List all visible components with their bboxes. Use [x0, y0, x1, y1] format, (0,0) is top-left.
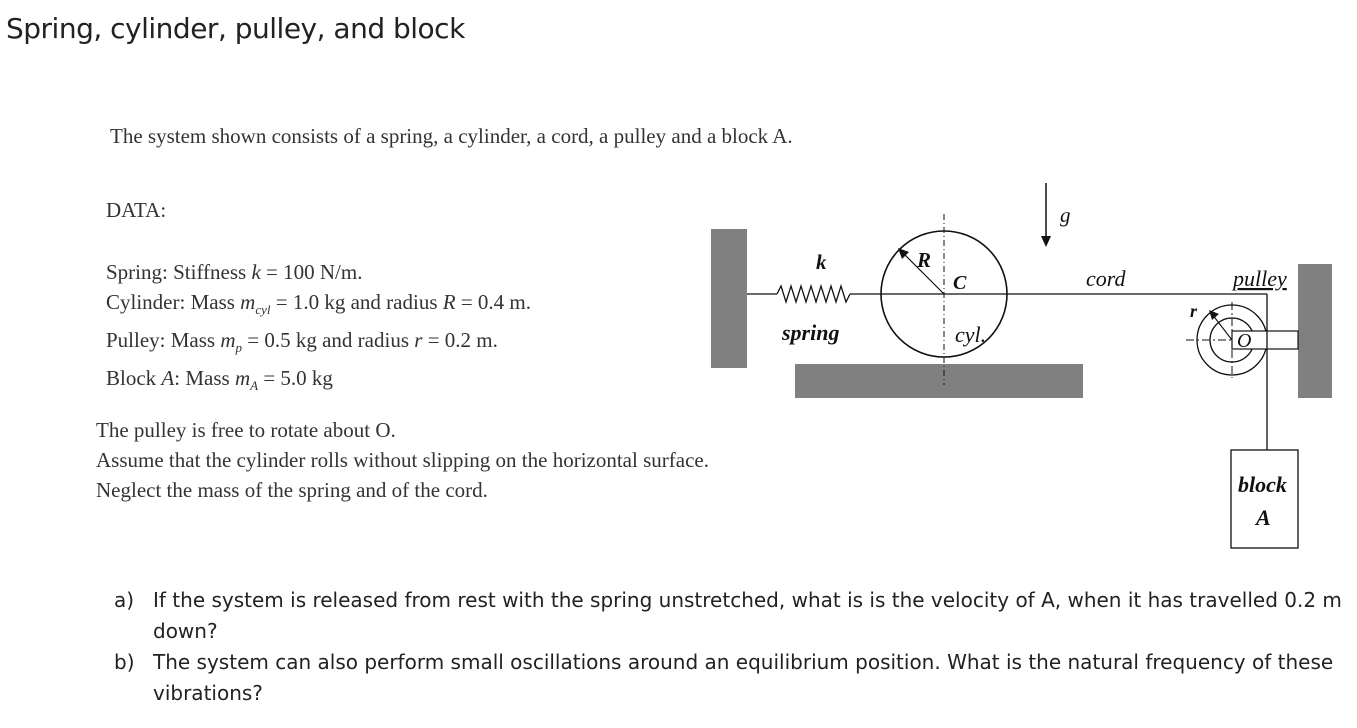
spring-eq: = — [260, 260, 284, 284]
pulley-value: 0.5 kg and radius — [264, 328, 410, 353]
block-label2: : Mass — [174, 366, 230, 391]
question-a-label: a) — [114, 588, 135, 612]
block-label: Block — [106, 366, 157, 391]
cylinder-mass-symbol: m — [240, 290, 256, 314]
pulley-radius-value: 0.2 m. — [444, 328, 498, 353]
label-O: O — [1237, 330, 1252, 352]
question-a — [114, 585, 1349, 647]
cylinder-radius-symbol: R — [442, 290, 456, 314]
floor — [795, 364, 1083, 398]
pulley-label: Pulley: Mass — [106, 328, 216, 353]
note-rolling: Assume that the cylinder rolls without slipping on the horizontal surface. — [96, 448, 709, 472]
label-k: k — [816, 250, 827, 274]
left-wall — [711, 229, 747, 368]
label-spring: spring — [782, 320, 840, 345]
question-b-text: The system can also perform small oscillations around an equilibrium position. What is the natural frequency of these vibrations? — [153, 650, 1334, 705]
cylinder-eq2: = — [455, 290, 478, 314]
gravity-arrowhead — [1041, 236, 1051, 247]
block-a — [1231, 450, 1298, 548]
block-mass-symbol: m — [234, 366, 251, 391]
block-value: 5.0 kg — [280, 366, 333, 391]
spring-symbol: k — [251, 260, 261, 284]
pulley-eq: = — [242, 328, 265, 353]
cylinder-radius-value: 0.4 m. — [477, 290, 532, 314]
cylinder-value: 1.0 kg and radius — [292, 290, 438, 314]
label-pulley: pulley — [1233, 266, 1287, 291]
label-A: A — [1256, 505, 1271, 530]
cylinder-eq: = — [270, 290, 293, 314]
question-b — [114, 647, 1349, 709]
pulley-radius-arrowhead — [1209, 310, 1219, 320]
pulley-mass-symbol: m — [220, 328, 236, 353]
block-eq: = — [258, 366, 281, 391]
label-R: R — [917, 248, 932, 272]
label-g: g — [1060, 203, 1071, 227]
block-mass-sub: A — [250, 378, 259, 394]
data-heading: DATA: — [106, 198, 167, 222]
spring-value: 100 N/m. — [283, 260, 363, 284]
block-name: A — [161, 366, 175, 391]
label-block: block — [1238, 472, 1287, 497]
page-title: Spring, cylinder, pulley, and block — [6, 12, 465, 45]
intro-text: The system shown consists of a spring, a cylinder, a cord, a pulley and a block A. — [110, 124, 793, 148]
pulley-eq2: = — [422, 328, 445, 353]
spring-label: Spring: Stiffness — [106, 260, 247, 284]
label-cyl: cyl. — [955, 322, 987, 347]
note-pulley: The pulley is free to rotate about O. — [96, 418, 396, 442]
pulley-radius-symbol: r — [414, 328, 423, 353]
cylinder-label: Cylinder: Mass — [106, 290, 235, 314]
question-a-text: If the system is released from rest with the spring unstretched, what is is the velocity of A, when it has travelled 0.2 m down? — [153, 588, 1342, 643]
pulley-mass-sub: p — [235, 340, 243, 356]
right-wall — [1298, 264, 1332, 398]
question-b-label: b) — [114, 650, 135, 674]
label-C: C — [953, 272, 967, 294]
spring-coil — [747, 286, 944, 302]
label-r: r — [1190, 301, 1198, 321]
note-massless: Neglect the mass of the spring and of the cord. — [96, 478, 488, 502]
label-cord: cord — [1086, 266, 1126, 291]
cylinder-mass-sub: cyl — [255, 302, 271, 318]
